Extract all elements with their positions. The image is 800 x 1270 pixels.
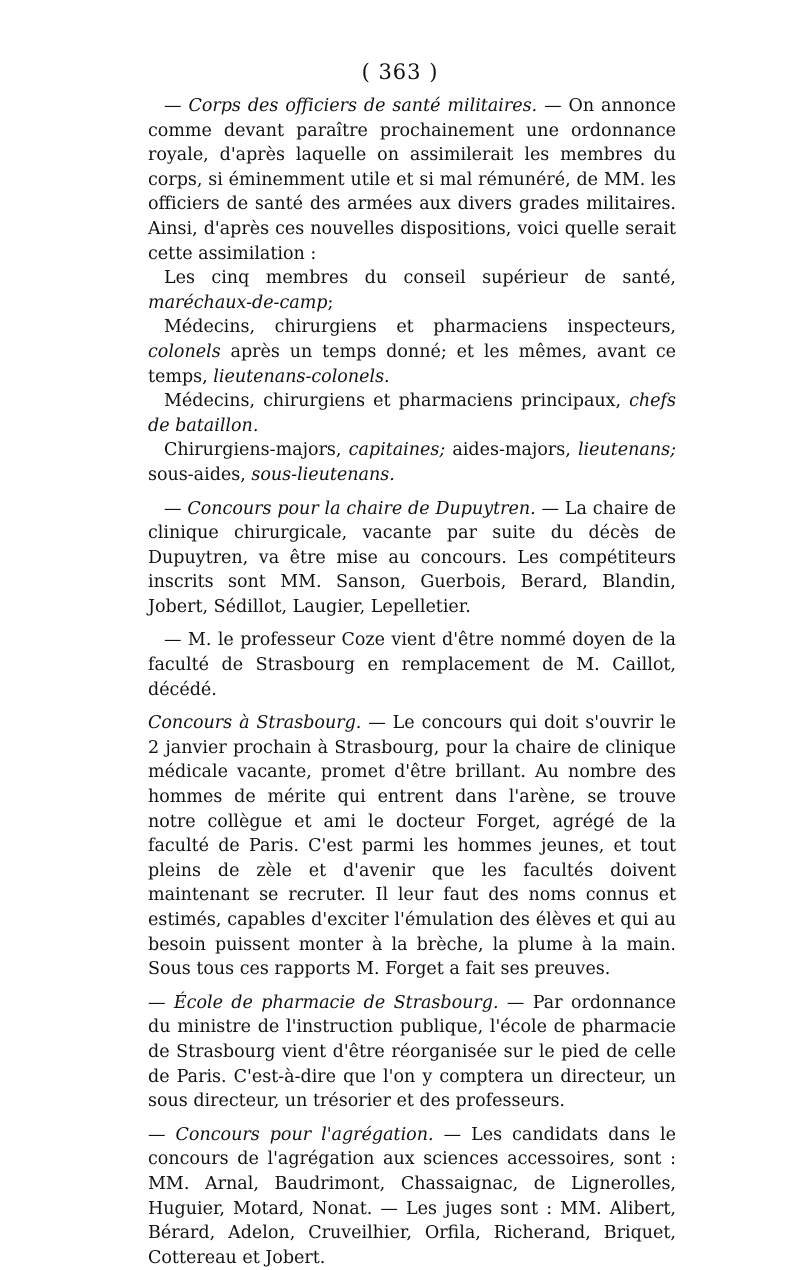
section-heading: — Concours pour l'agrégation.: [148, 1124, 434, 1145]
paragraph-text: — Le concours qui doit s'ouvrir le 2 janvier prochain à Strasbourg, pour la chaire de clinique médicale vacante, promet d'être brillant. Au nombre des hommes de mérite qui entrent dans l'arène, se trouve notre collègue et ami le docteur Forget, agrégé de la faculté de Paris. C'est parmi les hommes jeunes, et tout pleins de zèle et d'avenir que les facultés doivent maintenant se recruter. Il leur faut des noms connus et estimés, capables d'exciter l'émulation des élèves et qui au besoin puissent monter à la brèche, la plume à la main. Sous tous ces rapports M. Forget a fait ses preuves.: [148, 713, 676, 980]
rank-text: aides-majors,: [445, 440, 578, 461]
rank-text: Médecins, chirurgiens et pharmaciens principaux,: [164, 391, 630, 412]
paragraph-text: — La chaire de clinique chirurgicale, vacante par suite du décès de Dupuytren, va être mise au concours. Les compétiteurs inscrits sont MM. Sanson, Guerbois, Berard, Blandin, Jobert, Sédillot, Laugier, Lepelletier.: [148, 498, 676, 617]
page-body: [148, 94, 676, 1270]
rank-line: [148, 266, 676, 315]
rank-grade: chefs de bataillon.: [148, 391, 676, 436]
rank-grade: colonels: [148, 341, 221, 362]
rank-line: [148, 389, 676, 438]
paragraph-coze: [148, 628, 676, 702]
rank-grade: capitaines;: [348, 440, 446, 461]
paragraph-concours-agregation: [148, 1123, 676, 1270]
rank-grade: maréchaux-de-camp: [148, 292, 328, 313]
rank-line: [148, 315, 676, 389]
section-heading: Concours à Strasbourg.: [148, 713, 362, 734]
paragraph-corps-officiers: [148, 94, 676, 266]
rank-grade: lieutenans-colonels.: [213, 366, 390, 387]
paragraph-concours-strasbourg: [148, 711, 676, 982]
rank-grade: sous-lieutenans.: [251, 464, 395, 485]
rank-text: Médecins, chirurgiens et pharmaciens inspecteurs,: [164, 317, 676, 338]
rank-punct: ;: [327, 292, 334, 313]
section-heading: — Corps des officiers de santé militaires.: [164, 96, 538, 116]
rank-line: [148, 438, 676, 487]
section-heading: — Concours pour la chaire de Dupuytren.: [164, 498, 536, 519]
rank-text: Chirurgiens-majors,: [164, 440, 349, 461]
paragraph-text: — On annonce comme devant paraître prochainement une ordonnance royale, d'après laquelle on assimilerait les membres du corps, si éminemment utile et si mal rémunéré, de MM. les officiers de santé des armées aux divers grades militaires. Ainsi, d'après ces nouvelles dispositions, voici quelle serait cette assimilation :: [148, 96, 676, 264]
paragraph-concours-dupuytren: [148, 497, 676, 620]
rank-text: après un temps donné; et les mêmes, avant ce temps,: [148, 341, 676, 387]
rank-text: Les cinq membres du conseil supérieur de santé,: [164, 268, 676, 289]
section-heading: — École de pharmacie de Strasbourg.: [148, 992, 499, 1013]
paragraph-ecole-pharmacie: [148, 991, 676, 1114]
rank-text: sous-aides,: [148, 464, 252, 485]
rank-grade: lieutenans;: [577, 440, 676, 461]
paragraph-text: — Les candidats dans le concours de l'agrégation aux sciences accessoires, sont : MM. Arnal, Baudrimont, Chassaignac, de Lignerolles, Huguier, Motard, Nonat. — Les juges sont : MM. Alibert, Bérard, Adelon, Cruveilhier, Orfila, Richerand, Briquet, Cottereau et Jobert.: [148, 1124, 676, 1268]
paragraph-text: — M. le professeur Coze vient d'être nommé doyen de la faculté de Strasbourg en remplacement de M. Caillot, décédé.: [148, 630, 676, 700]
page-number: ( 363 ): [361, 60, 439, 84]
paragraph-text: — Par ordonnance du ministre de l'instruction publique, l'école de pharmacie de Strasbourg vient d'être réorganisée sur le pied de celle de Paris. C'est-à-dire que l'on y comptera un directeur, un sous directeur, un trésorier et des professeurs.: [148, 992, 676, 1112]
